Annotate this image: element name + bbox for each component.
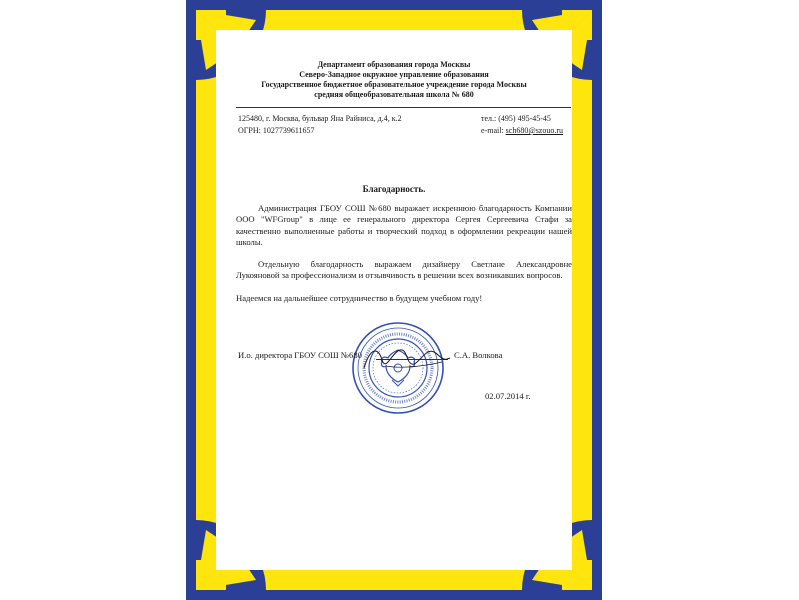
signer-title: И.о. директора ГБОУ СОШ №680 bbox=[238, 350, 362, 360]
header-district: Северо-Западное окружное управление образования bbox=[299, 70, 489, 79]
header-institution: Государственное бюджетное образовательное учреждение города Москвы bbox=[261, 80, 527, 89]
ogrn: ОГРН: 1027739611657 bbox=[238, 126, 315, 135]
email-label: e-mail: bbox=[481, 126, 504, 135]
header-department: Департамент образования города Москвы bbox=[317, 60, 471, 69]
email-link[interactable]: sch680@szouo.ru bbox=[505, 126, 564, 135]
header-school: средняя общеобразовательная школа № 680 bbox=[314, 90, 474, 99]
letter-date: 02.07.2014 г. bbox=[485, 391, 531, 401]
paragraph-cooperation: Надеемся на дальнейшее сотрудничество в будущем учебном году! bbox=[236, 293, 483, 303]
email-row bbox=[481, 126, 563, 136]
handwritten-signature bbox=[356, 338, 456, 378]
header-divider bbox=[236, 107, 571, 108]
phone: тел.: (495) 495-45-45 bbox=[481, 114, 551, 123]
signer-name: С.А. Волкова bbox=[454, 350, 503, 360]
address: 125480, г. Москва, бульвар Яна Райниса, д.4, к.2 bbox=[238, 114, 402, 123]
paragraph-designer: Отдельную благодарность выражаем дизайнеру Светлане Александровне Лукояновой за профессионализм и отзывчивость в решении всех возникавших вопросов. bbox=[236, 259, 572, 281]
letter-title: Благодарность. bbox=[362, 184, 426, 194]
paragraph-gratitude: Администрация ГБОУ СОШ №680 выражает искреннюю благодарность Компании ООО "WFGroup" в лице ее генерального директора Сергея Сергеевича Стафи за качественно выполненные работы и творческий подход в оформлении рекреации нашей школы. bbox=[236, 203, 572, 247]
